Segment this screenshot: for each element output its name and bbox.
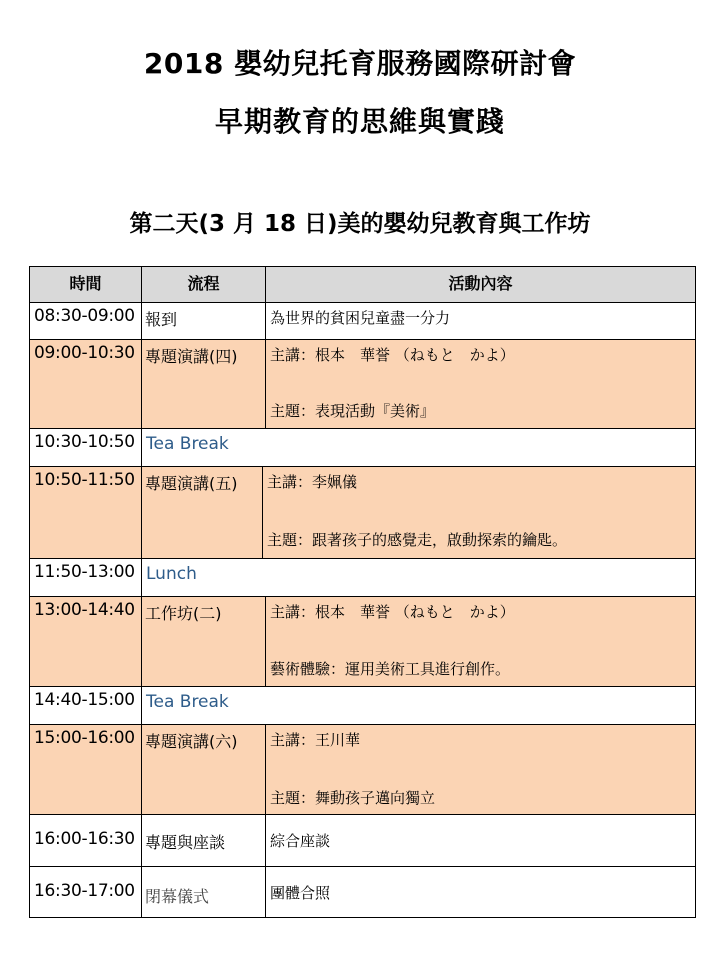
activity-line: 為世界的貧困兒童盡一分力 <box>270 309 451 327</box>
row-time: 13:00-14:40 <box>29 596 141 686</box>
column-header-time: 時間 <box>29 266 141 302</box>
activity-line: 主題：跟著孩子的感覺走，啟動探索的鑰匙。 <box>267 531 568 549</box>
row-activity <box>265 814 696 866</box>
row-process: 專題演講(五) <box>141 466 262 558</box>
table-row <box>29 686 696 724</box>
table-row <box>29 724 696 814</box>
activity-line: 藝術體驗：運用美術工具進行創作。 <box>270 660 511 678</box>
row-time: 08:30-09:00 <box>29 302 141 339</box>
row-time: 16:00-16:30 <box>29 814 141 866</box>
table-row <box>29 302 696 339</box>
activity-line: 主講：李姵儀 <box>267 473 358 491</box>
row-process: 專題演講(四) <box>141 339 265 428</box>
table-row <box>29 428 696 466</box>
activity-line: 主講：王川華 <box>270 731 361 749</box>
activity-line: 主題：舞動孩子邁向獨立 <box>270 789 436 807</box>
break-label: Lunch <box>141 558 696 596</box>
row-activity <box>265 596 696 686</box>
row-process: 工作坊(二) <box>141 596 265 686</box>
row-time: 10:50-11:50 <box>29 466 141 558</box>
activity-line: 主題：表現活動『美術』 <box>270 402 436 420</box>
schedule-table <box>29 266 696 918</box>
table-row <box>29 466 696 558</box>
row-time: 11:50-13:00 <box>29 558 141 596</box>
row-activity <box>265 302 696 339</box>
day-subtitle: 第二天(3 月 18 日)美的嬰幼兒教育與工作坊 <box>129 211 591 237</box>
table-row <box>29 596 696 686</box>
row-time: 09:00-10:30 <box>29 339 141 428</box>
conference-theme: 早期教育的思維與實踐 <box>214 105 505 138</box>
row-activity <box>265 724 696 814</box>
table-row <box>29 558 696 596</box>
table-row <box>29 339 696 428</box>
break-label: Tea Break <box>141 428 696 466</box>
row-process: 專題與座談 <box>141 814 265 866</box>
column-header-activity: 活動內容 <box>265 266 696 302</box>
activity-line: 綜合座談 <box>270 832 331 850</box>
table-header <box>29 266 696 302</box>
break-label: Tea Break <box>141 686 696 724</box>
row-time: 16:30-17:00 <box>29 866 141 918</box>
table-row <box>29 814 696 866</box>
row-process: 閉幕儀式 <box>141 866 265 918</box>
row-time: 15:00-16:00 <box>29 724 141 814</box>
row-activity <box>262 466 696 558</box>
activity-line: 主講：根本 華誉 （ねもと かよ） <box>270 603 515 621</box>
row-process: 專題演講(六) <box>141 724 265 814</box>
row-process: 報到 <box>141 302 265 339</box>
row-activity <box>265 866 696 918</box>
table-row <box>29 866 696 918</box>
row-time: 14:40-15:00 <box>29 686 141 724</box>
activity-line: 團體合照 <box>270 884 331 902</box>
conference-title: 2018 嬰幼兒托育服務國際研討會 <box>143 47 577 80</box>
row-time: 10:30-10:50 <box>29 428 141 466</box>
activity-line: 主講：根本 華誉 （ねもと かよ） <box>270 346 515 364</box>
column-header-process: 流程 <box>141 266 265 302</box>
row-activity <box>265 339 696 428</box>
